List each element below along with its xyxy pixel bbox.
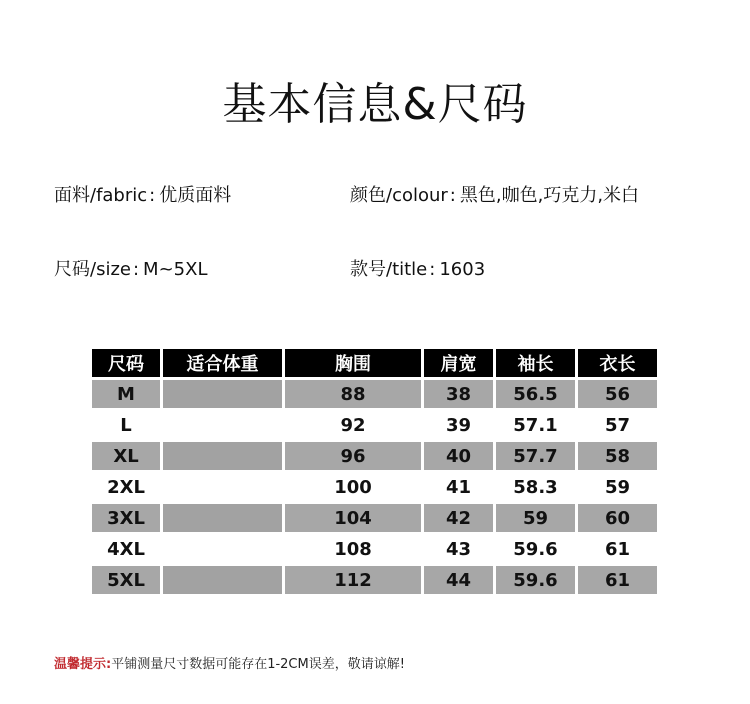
cell-sleeve: 59.6 [496,566,575,594]
info-colour [350,181,639,207]
table-header-row [92,349,657,377]
header-chest: 胸围 [285,349,421,377]
size-sep: : [132,259,140,280]
cell-size: XL [92,442,160,470]
note-label: 温馨提示: [54,657,112,672]
note-text: 平铺测量尺寸数据可能存在1-2CM误差，敬请谅解! [111,657,405,672]
table-row [92,380,657,408]
cell-shoulder: 40 [424,442,493,470]
cell-length: 61 [578,566,657,594]
info-fabric [54,181,231,207]
cell-chest: 100 [334,476,372,498]
cell-shoulder: 43 [445,538,472,560]
cell-size: 2XL [107,476,145,498]
fabric-value: 优质面料 [159,185,232,206]
table-row [92,504,657,532]
header-sleeve: 袖长 [496,349,575,377]
colour-sep: : [449,185,456,206]
info-style-number [350,255,485,281]
cell-chest: 112 [285,566,421,594]
cell-length: 61 [604,538,631,560]
cell-sleeve: 57.7 [496,442,575,470]
table-row [92,411,657,439]
fabric-sep: : [149,185,156,206]
size-value: M~5XL [143,259,208,280]
header-weight: 适合体重 [163,349,282,377]
cell-chest: 96 [285,442,421,470]
cell-shoulder: 44 [424,566,493,594]
cell-chest: 88 [285,380,421,408]
cell-size: 3XL [92,504,160,532]
cell-sleeve: 58.3 [513,476,558,498]
style-number-value: 1603 [439,259,486,280]
header-shoulder: 肩宽 [424,349,493,377]
table-row [92,535,657,563]
page-title: 基本信息&尺码 [222,79,528,130]
cell-sleeve: 59 [496,504,575,532]
cell-length: 60 [578,504,657,532]
fabric-label: 面料/fabric [54,185,148,206]
cell-weight [163,380,282,408]
cell-sleeve: 57.1 [513,414,558,436]
cell-shoulder: 42 [424,504,493,532]
cell-sleeve: 56.5 [496,380,575,408]
cell-weight [163,566,282,594]
size-table [89,346,660,597]
table-row [92,442,657,470]
style-number-label: 款号/title [350,259,428,280]
cell-weight [163,504,282,532]
info-size [54,255,207,281]
cell-weight [163,411,282,439]
table-row [92,566,657,594]
cell-chest: 92 [340,414,366,436]
cell-chest: 108 [334,538,372,560]
cell-length: 59 [604,476,631,498]
measurement-note [54,653,405,672]
style-number-sep: : [429,259,436,280]
colour-value: 黑色,咖色,巧克力,米白 [459,185,640,206]
table-row [92,473,657,501]
cell-length: 56 [578,380,657,408]
cell-shoulder: 41 [445,476,472,498]
cell-weight [163,473,282,501]
header-length: 衣长 [578,349,657,377]
cell-size: M [92,380,160,408]
cell-shoulder: 39 [445,414,472,436]
cell-size: L [120,414,132,436]
size-label: 尺码/size [54,259,131,280]
header-size: 尺码 [92,349,160,377]
cell-size: 4XL [107,538,145,560]
cell-length: 57 [604,414,631,436]
colour-label: 颜色/colour [350,185,448,206]
cell-weight [163,535,282,563]
cell-sleeve: 59.6 [513,538,558,560]
cell-shoulder: 38 [424,380,493,408]
cell-chest: 104 [285,504,421,532]
cell-size: 5XL [92,566,160,594]
cell-weight [163,442,282,470]
cell-length: 58 [578,442,657,470]
